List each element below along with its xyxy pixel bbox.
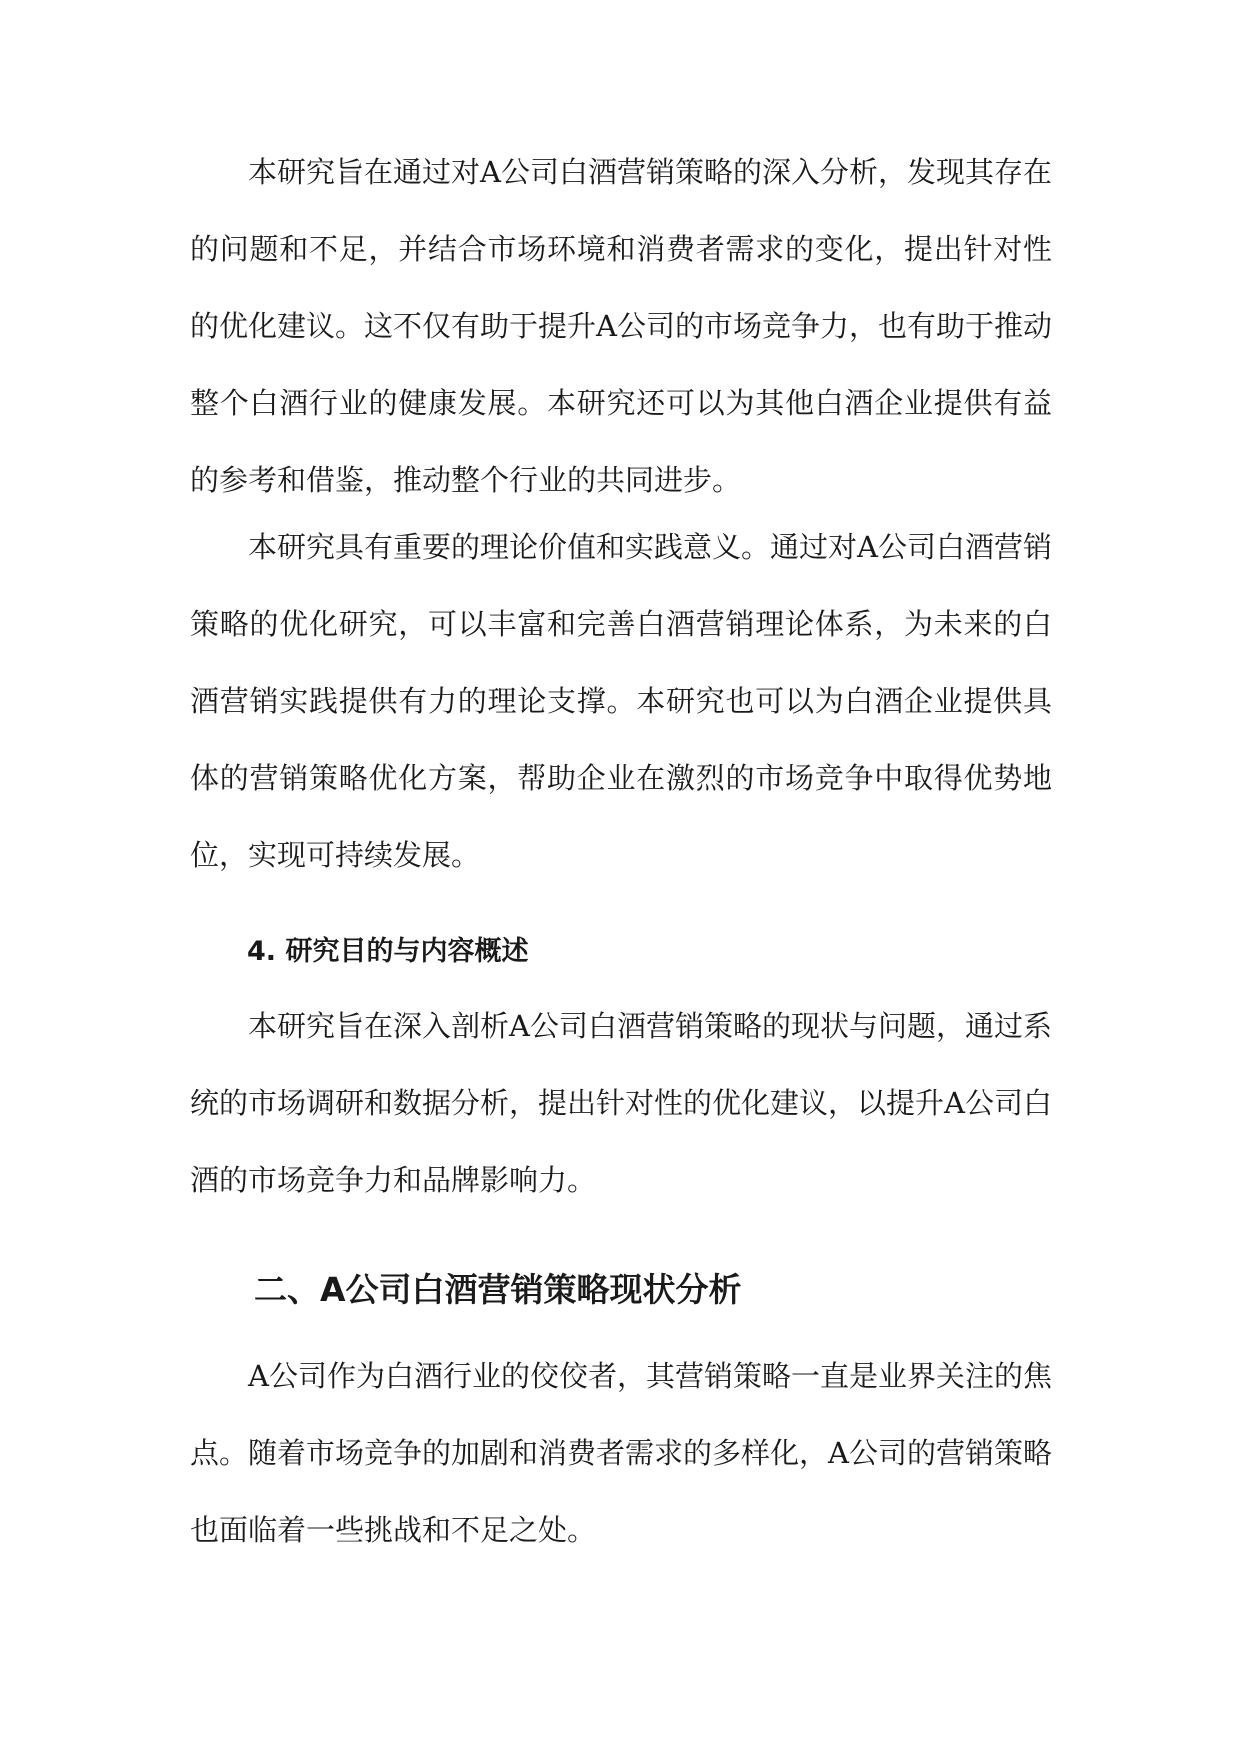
paragraph-research-significance: 本研究具有重要的理论价值和实践意义。通过对A公司白酒营销策略的优化研究，可以丰富和完善白酒营销理论体系，为未来的白酒营销实践提供有力的理论支撑。本研究也可以为白酒企业提供具体的营销策略优化方案，帮助企业在激烈的市场竞争中取得优势地位，实现可持续发展。 [190,530,1052,872]
paragraph-status-analysis: A公司作为白酒行业的佼佼者，其营销策略一直是业界关注的焦点。随着市场竞争的加剧和消费者需求的多样化，A公司的营销策略也面临着一些挑战和不足之处。 [190,1359,1052,1547]
paragraph-research-purpose: 本研究旨在通过对A公司白酒营销策略的深入分析，发现其存在的问题和不足，并结合市场环境和消费者需求的变化，提出针对性的优化建议。这不仅有助于提升A公司的市场竞争力，也有助于推动整个白酒行业的健康发展。本研究还可以为其他白酒企业提供有益的参考和借鉴，推动整个行业的共同进步。 [190,155,1052,497]
paragraph-content-overview: 本研究旨在深入剖析A公司白酒营销策略的现状与问题，通过系统的市场调研和数据分析，提出针对性的优化建议，以提升A公司白酒的市场竞争力和品牌影响力。 [190,1009,1052,1197]
section-heading: 二、A公司白酒营销策略现状分析 [254,1270,742,1309]
subsection-heading: 4. 研究目的与内容概述 [247,936,529,967]
